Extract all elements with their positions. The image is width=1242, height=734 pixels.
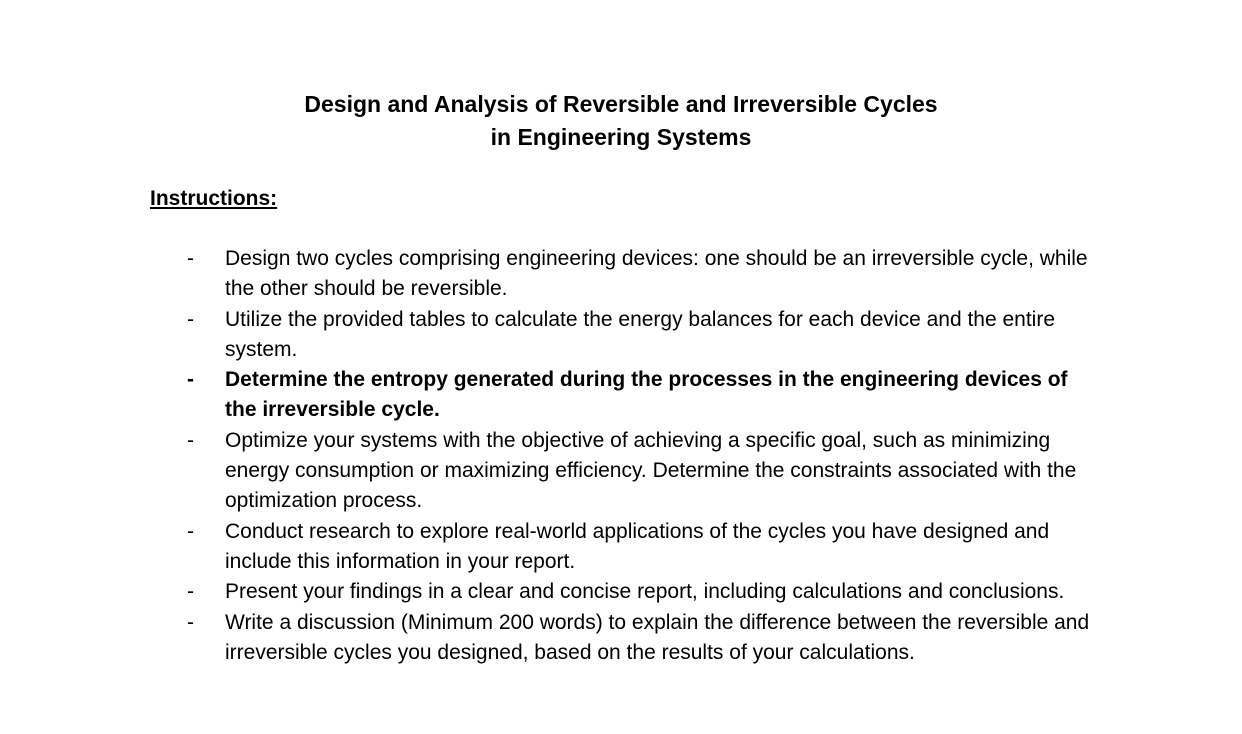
bullet-dash: - xyxy=(187,580,194,604)
bullet-dash: - xyxy=(187,247,194,270)
list-item xyxy=(150,577,1090,607)
list-item xyxy=(150,426,1090,517)
list-item xyxy=(150,608,1090,669)
bullet-dash: - xyxy=(187,610,194,634)
bullet-dash: - xyxy=(187,428,194,452)
bullet-dash: - xyxy=(187,307,194,331)
list-item-text: Write a discussion (Minimum 200 words) to explain the difference between the reversible and irreversible cycles you designed, based on the results of your calculations. xyxy=(225,610,1090,664)
list-item-text: Conduct research to explore real-world applications of the cycles you have designed and include this information in your report. xyxy=(225,519,1050,573)
list-item-text: Design two cycles comprising engineering devices: one should be an irreversible cycle, while the other should be reversible. xyxy=(225,247,1088,301)
list-item-text: Optimize your systems with the objective of achieving a specific goal, such as minimizing energy consumption or maximizing efficiency. Determine the constraints associated with the optimization process. xyxy=(225,428,1077,513)
list-item-text: Present your findings in a clear and concise report, including calculations and conclusions. xyxy=(225,580,1065,604)
document-title xyxy=(0,88,1242,154)
list-item xyxy=(150,244,1090,305)
list-item-text: Utilize the provided tables to calculate the energy balances for each device and the entire system. xyxy=(225,307,1056,361)
list-item xyxy=(150,365,1090,426)
list-item xyxy=(150,305,1090,366)
bullet-dash: - xyxy=(187,368,194,392)
title-line-1: Design and Analysis of Reversible and Irreversible Cycles xyxy=(304,91,938,117)
list-item xyxy=(150,517,1090,578)
instructions-list xyxy=(150,244,1090,668)
list-item-text: Determine the entropy generated during the processes in the engineering devices of the irreversible cycle. xyxy=(225,368,1068,422)
instructions-heading: Instructions: xyxy=(150,187,278,210)
bullet-dash: - xyxy=(187,519,194,543)
title-line-2: in Engineering Systems xyxy=(490,124,752,150)
